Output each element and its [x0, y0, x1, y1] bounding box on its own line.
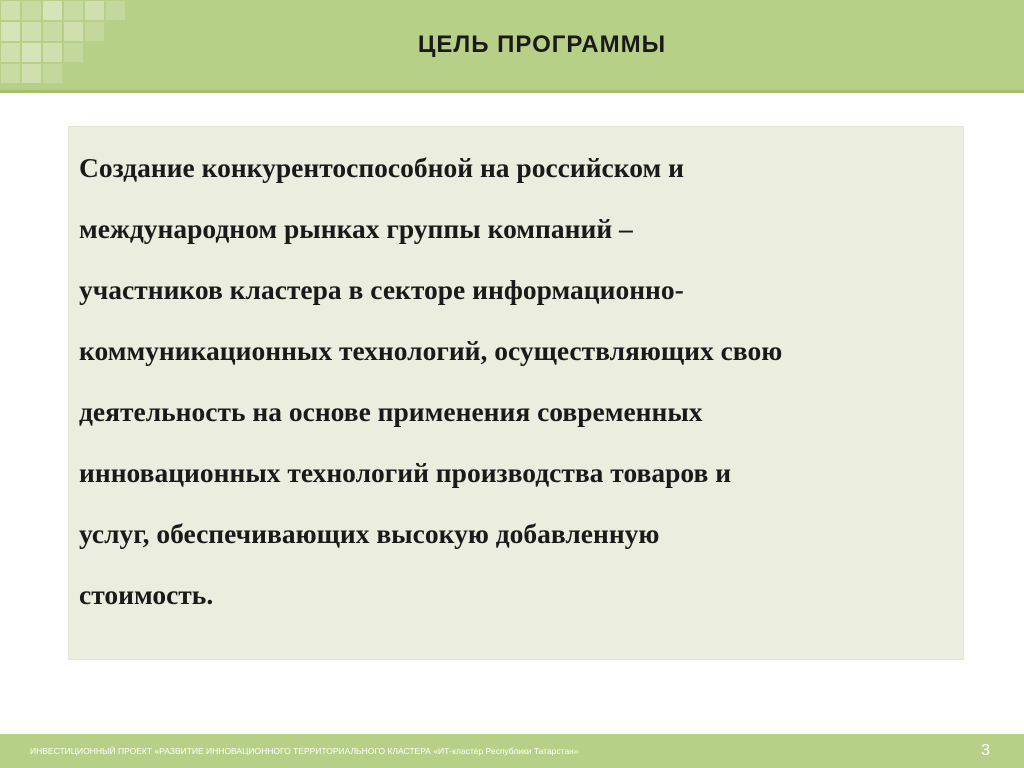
goal-statement-line: инновационных технологий производства товаров и [79, 457, 732, 488]
goal-statement-line: международном рынках группы компаний – [79, 213, 633, 244]
goal-statement-line: коммуникационных технологий, осуществляющих свою [79, 335, 783, 366]
page-number: 3 [981, 742, 990, 759]
goal-statement-line: Создание конкурентоспособной на российском и [79, 152, 684, 183]
goal-statement [79, 137, 953, 625]
footer-bar [0, 734, 1024, 768]
footer-project-title: ИНВЕСТИЦИОННЫЙ ПРОЕКТ «РАЗВИТИЕ ИННОВАЦИОННОГО ТЕРРИТОРИАЛЬНОГО КЛАСТЕРА «ИТ-кластер Республики Татарстан» [30, 746, 579, 756]
goal-statement-line: стоимость. [79, 579, 214, 610]
goal-statement-line: услуг, обеспечивающих высокую добавленную [79, 518, 660, 549]
header-divider [0, 90, 1024, 93]
slide-title: ЦЕЛЬ ПРОГРАММЫ [417, 31, 667, 58]
goal-statement-line: участников кластера в секторе информационно- [79, 274, 684, 305]
content-panel [68, 126, 964, 660]
goal-statement-line: деятельность на основе применения современных [79, 396, 703, 427]
